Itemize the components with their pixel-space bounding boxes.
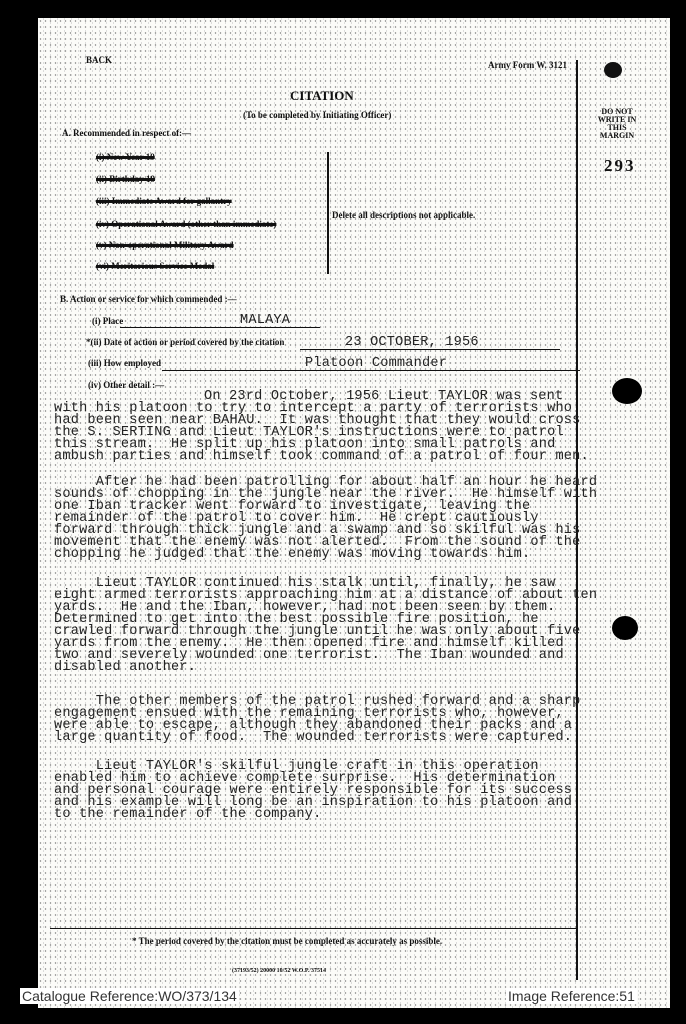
text-line: crawled forward through the jungle until he was only about five (54, 624, 581, 639)
employed-value: Platoon Commander (305, 356, 448, 371)
print-code: (37193/52) 20000 10/52 W.O.P. 37514 (232, 968, 326, 974)
citation-paragraph-3 (54, 578, 597, 674)
text-line: and his example will long be an inspiration to his platoon and (54, 795, 573, 810)
award-option: (i) New Year 19 (96, 152, 155, 162)
text-line: enabled him to achieve complete surprise. His determination (54, 771, 556, 786)
document-title: CITATION (290, 88, 354, 103)
text-line: one Iban tracker went forward to investigate, leaving the (54, 499, 531, 514)
margin-note (592, 108, 642, 140)
text-line: sounds of chopping in the jungle near the river. He himself with (54, 487, 598, 502)
award-option: (iv) Operational Award (other than immediate) (96, 219, 277, 229)
place-value: MALAYA (240, 313, 291, 328)
section-b-label: B. Action or service for which commended :— (60, 294, 237, 304)
margin-note-line: WRITE IN (597, 115, 637, 124)
text-line: movement that the enemy was not alerted. From the sound of the (54, 535, 581, 550)
stamp-mark-icon (604, 62, 622, 78)
text-line: chopping he judged that the enemy was moving towards him. (54, 547, 531, 562)
text-line: two and severely wounded one terrorist. The Iban wounded and (54, 648, 564, 663)
text-line: with his platoon to try to intercept a party of terrorists who (54, 401, 573, 416)
text-line: After he had been patrolling for about half an hour he heard (54, 475, 598, 490)
award-option: (ii) Birthday 19 (96, 174, 156, 184)
text-line: forward through thick jungle and a swamp and so skilful was his (54, 523, 581, 538)
citation-paragraph-4 (54, 696, 581, 744)
text-line: ambush parties and himself took command of a patrol of four men. (54, 449, 589, 464)
text-line: this stream. He split up his platoon into small patrols and (54, 437, 556, 452)
text-line: to the remainder of the company. (54, 807, 322, 822)
text-line: Lieut TAYLOR continued his stalk until, finally, he saw (54, 576, 556, 591)
punch-hole (612, 378, 642, 404)
text-line: and personal courage were entirely responsible for its success (54, 783, 573, 798)
text-line: eight armed terrorists approaching him at a distance of about ten (54, 588, 598, 603)
text-line: Determined to get into the best possible fire position, he (54, 612, 539, 627)
form-number: Army Form W. 3121 (488, 60, 567, 70)
bracket-note: Delete all descriptions not applicable. (332, 210, 476, 220)
image-reference: Image Reference:51 (508, 988, 635, 1004)
award-option: (vi) Meritorious Service Medal (96, 261, 215, 271)
text-line: engagement ensued with the remaining terrorists who, however, (54, 706, 564, 721)
margin-note-line: MARGIN (599, 131, 635, 140)
text-line: the S. SERTING and Lieut TAYLOR's instructions were to patrol (54, 425, 564, 440)
text-line: had been seen near BAHAU. It was thought that they would cross (54, 413, 581, 428)
text-line: disabled another. (54, 660, 197, 675)
footnote: * The period covered by the citation must be completed as accurately as possible. (132, 936, 443, 946)
punch-hole (612, 616, 638, 640)
catalogue-reference: Catalogue Reference:WO/373/134 (22, 988, 237, 1004)
text-line: Lieut TAYLOR's skilful jungle craft in this operation (54, 759, 539, 774)
section-a-label: A. Recommended in respect of:— (62, 128, 192, 138)
award-option: (v) Non-operational Military Award (96, 240, 234, 250)
text-line: large quantity of food. The wounded terrorists were captured. (54, 730, 573, 745)
text-line: yards from the enemy. He then opened fire and himself killed (54, 636, 564, 651)
date-value: 23 OCTOBER, 1956 (345, 335, 479, 350)
citation-paragraph-2 (54, 477, 597, 561)
margin-note-line: THIS (607, 123, 627, 132)
margin-number: 293 (604, 156, 636, 175)
back-label: BACK (86, 55, 113, 65)
text-line: On 23rd October, 1956 Lieut TAYLOR was sent (204, 389, 564, 404)
text-line: yards. He and the Iban, however, had not been seen by them. (54, 600, 556, 615)
place-underline (120, 327, 320, 328)
employed-label: (iii) How employed (88, 358, 161, 368)
footer-rule (50, 928, 576, 929)
margin-note-line: DO NOT (601, 107, 633, 116)
document-subtitle: (To be completed by Initiating Officer) (243, 110, 392, 120)
award-option: (iii) Immediate Award for gallantry (96, 196, 232, 206)
place-label: (i) Place (92, 316, 124, 326)
text-line: were able to escape, although they abandoned their packs and a (54, 718, 573, 733)
citation-paragraph-5 (54, 761, 572, 821)
text-line: remainder of the patrol to cover him. He crept cautiously (54, 511, 539, 526)
citation-paragraph-1 (54, 391, 589, 463)
text-line: The other members of the patrol rushed forward and a sharp (54, 694, 581, 709)
other-detail-label: (iv) Other detail :— (88, 380, 165, 390)
bracket-line (327, 152, 329, 274)
date-label: *(ii) Date of action or period covered by the citation (86, 337, 285, 347)
